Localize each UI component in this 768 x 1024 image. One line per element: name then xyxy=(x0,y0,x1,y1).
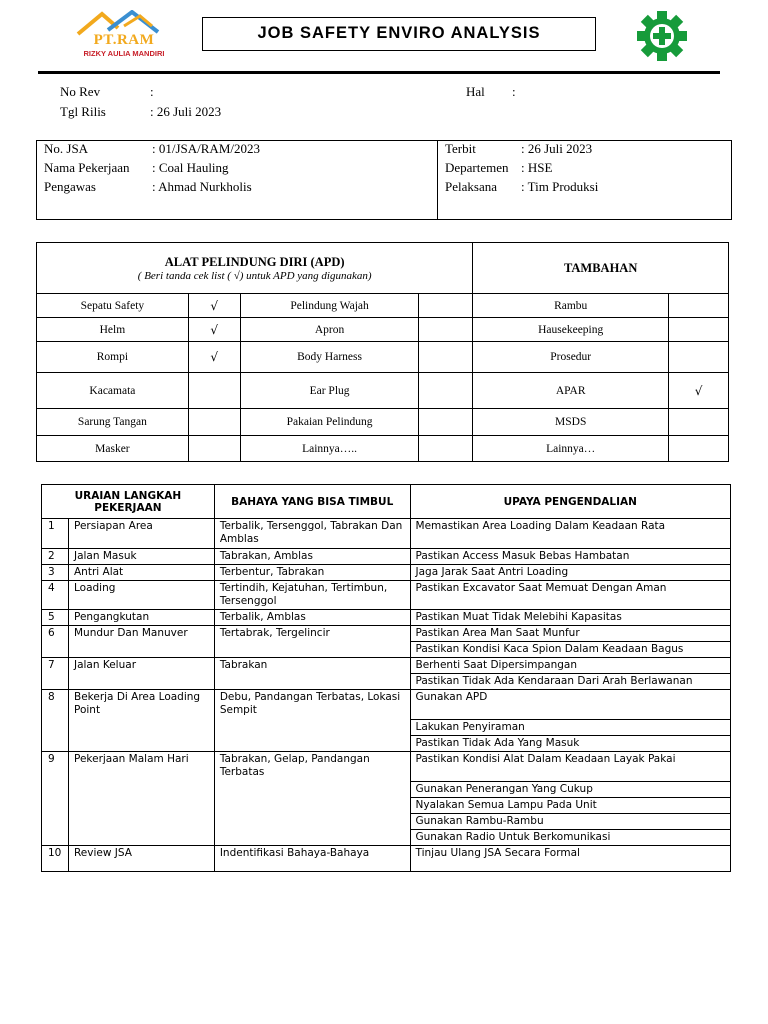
logo-name: PT.RAM xyxy=(93,32,155,48)
no-rev-label: No Rev xyxy=(60,84,101,99)
apd-item-label: APAR xyxy=(473,373,669,409)
hal-value: : xyxy=(512,84,516,99)
step-number: 9 xyxy=(42,752,69,846)
table-row xyxy=(42,658,731,674)
apd-check-cell[interactable]: √ xyxy=(188,294,240,318)
jsa-info-box xyxy=(36,140,732,220)
step-number: 10 xyxy=(42,846,69,872)
tgl-rilis-label: Tgl Rilis xyxy=(60,104,106,119)
control-measure-cell: Pastikan Kondisi Alat Dalam Keadaan Layak Pakai xyxy=(410,752,730,782)
departemen-value: : HSE xyxy=(521,160,553,175)
apd-item-label: Rambu xyxy=(473,294,669,318)
apd-item-label: Body Harness xyxy=(240,342,419,373)
logo-subtitle: RIZKY AULIA MANDIRI xyxy=(83,49,165,58)
terbit-label: Terbit xyxy=(445,141,476,156)
tgl-rilis-value: : 26 Juli 2023 xyxy=(150,104,222,119)
control-measure-cell: Memastikan Area Loading Dalam Keadaan Rata xyxy=(410,519,730,549)
hazard-cell: Tertindih, Kejatuhan, Tertimbun, Tersenggol xyxy=(214,581,410,610)
table-row xyxy=(42,549,731,565)
upaya-header: UPAYA PENGENDALIAN xyxy=(410,485,730,519)
apd-row xyxy=(37,342,729,373)
step-description: Pengangkutan xyxy=(68,610,214,626)
apd-check-cell[interactable] xyxy=(419,409,473,436)
apd-item-label: Kacamata xyxy=(37,373,189,409)
no-jsa-value: : 01/JSA/RAM/2023 xyxy=(152,141,260,156)
tambahan-title: TAMBAHAN xyxy=(473,243,729,294)
document-title: JOB SAFETY ENVIRO ANALYSIS xyxy=(202,17,596,51)
info-divider xyxy=(437,141,438,219)
terbit-value: : 26 Juli 2023 xyxy=(521,141,593,156)
step-description: Mundur Dan Manuver xyxy=(68,626,214,658)
apd-item-label: Pakaian Pelindung xyxy=(240,409,419,436)
apd-check-cell[interactable] xyxy=(669,318,729,342)
control-measure-cell: Gunakan Penerangan Yang Cukup xyxy=(410,782,730,798)
nama-pekerjaan-value: : Coal Hauling xyxy=(152,160,229,175)
apd-check-cell[interactable] xyxy=(419,436,473,462)
company-logo xyxy=(74,10,174,66)
table-row xyxy=(42,610,731,626)
step-number: 2 xyxy=(42,549,69,565)
pelaksana-label: Pelaksana xyxy=(445,179,497,194)
control-measure-cell: Lakukan Penyiraman xyxy=(410,720,730,736)
control-measure-cell: Nyalakan Semua Lampu Pada Unit xyxy=(410,798,730,814)
bahaya-header: BAHAYA YANG BISA TIMBUL xyxy=(214,485,410,519)
pengawas-value: : Ahmad Nurkholis xyxy=(152,179,252,194)
step-number: 5 xyxy=(42,610,69,626)
uraian-header: URAIAN LANGKAH PEKERJAAN xyxy=(42,485,215,519)
apd-check-cell[interactable] xyxy=(669,294,729,318)
control-measure-cell: Berhenti Saat Dipersimpangan xyxy=(410,658,730,674)
control-measure-cell: Jaga Jarak Saat Antri Loading xyxy=(410,565,730,581)
step-description: Loading xyxy=(68,581,214,610)
step-number: 4 xyxy=(42,581,69,610)
hazard-cell: Indentifikasi Bahaya-Bahaya xyxy=(214,846,410,872)
apd-check-cell[interactable] xyxy=(188,373,240,409)
apd-item-label: Pelindung Wajah xyxy=(240,294,419,318)
control-measure-cell: Gunakan Rambu-Rambu xyxy=(410,814,730,830)
step-description: Jalan Masuk xyxy=(68,549,214,565)
step-description: Pekerjaan Malam Hari xyxy=(68,752,214,846)
apd-title: ALAT PELINDUNG DIRI (APD) xyxy=(164,254,345,269)
step-description: Jalan Keluar xyxy=(68,658,214,690)
apd-check-cell[interactable] xyxy=(669,342,729,373)
table-row xyxy=(42,752,731,782)
table-row xyxy=(42,519,731,549)
control-measure-cell: Pastikan Muat Tidak Melebihi Kapasitas xyxy=(410,610,730,626)
apd-item-label: Masker xyxy=(37,436,189,462)
control-measure-cell: Gunakan Radio Untuk Berkomunikasi xyxy=(410,830,730,846)
step-description: Antri Alat xyxy=(68,565,214,581)
apd-row xyxy=(37,373,729,409)
apd-check-cell[interactable] xyxy=(419,373,473,409)
control-measure-cell: Gunakan APD xyxy=(410,690,730,720)
apd-header-cell xyxy=(37,243,473,294)
pengawas-label: Pengawas xyxy=(44,179,96,194)
step-description: Review JSA xyxy=(68,846,214,872)
apd-check-cell[interactable]: √ xyxy=(188,342,240,373)
step-number: 1 xyxy=(42,519,69,549)
k3-gear-cross-icon xyxy=(628,10,696,62)
hazard-cell: Tertabrak, Tergelincir xyxy=(214,626,410,658)
header-divider xyxy=(38,71,720,74)
apd-item-label: Sepatu Safety xyxy=(37,294,189,318)
table-row xyxy=(42,626,731,642)
apd-check-cell[interactable] xyxy=(669,436,729,462)
control-measure-cell: Pastikan Excavator Saat Memuat Dengan Aman xyxy=(410,581,730,610)
apd-item-label: Hausekeeping xyxy=(473,318,669,342)
step-description: Bekerja Di Area Loading Point xyxy=(68,690,214,752)
apd-item-label: Apron xyxy=(240,318,419,342)
step-number: 7 xyxy=(42,658,69,690)
control-measure-cell: Pastikan Access Masuk Bebas Hambatan xyxy=(410,549,730,565)
apd-header-row xyxy=(37,243,729,294)
apd-check-cell[interactable] xyxy=(419,318,473,342)
apd-row xyxy=(37,318,729,342)
apd-item-label: Ear Plug xyxy=(240,373,419,409)
table-row xyxy=(42,690,731,720)
hazard-cell: Debu, Pandangan Terbatas, Lokasi Sempit xyxy=(214,690,410,752)
apd-item-label: Rompi xyxy=(37,342,189,373)
departemen-label: Departemen xyxy=(445,160,509,175)
apd-item-label: Sarung Tangan xyxy=(37,409,189,436)
step-number: 6 xyxy=(42,626,69,658)
apd-check-cell[interactable] xyxy=(188,436,240,462)
apd-check-cell[interactable]: √ xyxy=(669,373,729,409)
steps-header-row xyxy=(42,485,731,519)
apd-check-cell[interactable] xyxy=(188,409,240,436)
apd-row xyxy=(37,409,729,436)
pelaksana-value: : Tim Produksi xyxy=(521,179,599,194)
control-measure-cell: Tinjau Ulang JSA Secara Formal xyxy=(410,846,730,872)
hazard-cell: Terbalik, Tersenggol, Tabrakan Dan Amblas xyxy=(214,519,410,549)
control-measure-cell: Pastikan Kondisi Kaca Spion Dalam Keadaan Bagus xyxy=(410,642,730,658)
step-description: Persiapan Area xyxy=(68,519,214,549)
control-measure-cell: Pastikan Area Man Saat Munfur xyxy=(410,626,730,642)
apd-row xyxy=(37,294,729,318)
apd-check-cell[interactable]: √ xyxy=(188,318,240,342)
apd-instruction: ( Beri tanda cek list ( √) untuk APD yang digunakan) xyxy=(137,269,372,282)
apd-table xyxy=(36,242,729,462)
nama-pekerjaan-label: Nama Pekerjaan xyxy=(44,160,130,175)
control-measure-cell: Pastikan Tidak Ada Yang Masuk xyxy=(410,736,730,752)
table-row xyxy=(42,565,731,581)
apd-row xyxy=(37,436,729,462)
apd-check-cell[interactable] xyxy=(419,342,473,373)
apd-item-label: Lainnya… xyxy=(473,436,669,462)
hazard-cell: Tabrakan xyxy=(214,658,410,690)
apd-item-label: Prosedur xyxy=(473,342,669,373)
jsa-steps-table xyxy=(41,484,731,872)
step-number: 8 xyxy=(42,690,69,752)
step-number: 3 xyxy=(42,565,69,581)
hazard-cell: Tabrakan, Gelap, Pandangan Terbatas xyxy=(214,752,410,846)
apd-item-label: Lainnya….. xyxy=(240,436,419,462)
apd-item-label: MSDS xyxy=(473,409,669,436)
apd-check-cell[interactable] xyxy=(419,294,473,318)
no-jsa-label: No. JSA xyxy=(44,141,89,156)
hazard-cell: Tabrakan, Amblas xyxy=(214,549,410,565)
hazard-cell: Terbentur, Tabrakan xyxy=(214,565,410,581)
table-row xyxy=(42,581,731,610)
hal-label: Hal xyxy=(466,84,485,99)
control-measure-cell: Pastikan Tidak Ada Kendaraan Dari Arah Berlawanan xyxy=(410,674,730,690)
no-rev-value: : xyxy=(150,84,154,99)
hazard-cell: Terbalik, Amblas xyxy=(214,610,410,626)
apd-check-cell[interactable] xyxy=(669,409,729,436)
table-row xyxy=(42,846,731,872)
apd-item-label: Helm xyxy=(37,318,189,342)
